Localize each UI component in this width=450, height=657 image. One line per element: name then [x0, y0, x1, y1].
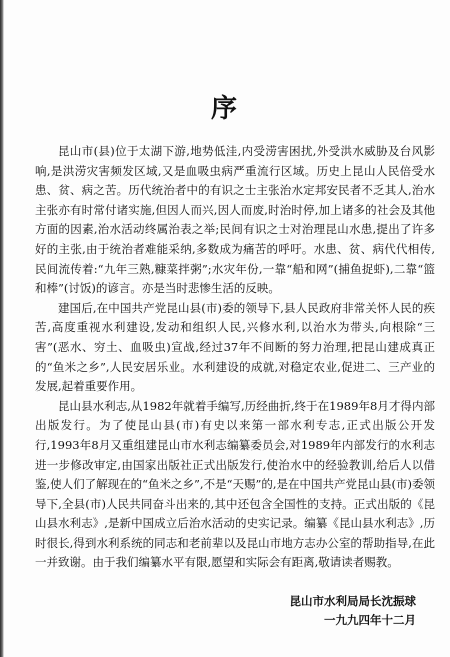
signature-block	[290, 592, 417, 630]
paragraph-2: 建国后,在中国共产党昆山县(市)委的领导下,县人民政府非常关怀人民的疾苦,高度重视水利建设,发动和组织人民,兴修水利,以治水为带头,向根除“三害”(恶水、穷土、血吸虫)宣战,经过37年不间断的努力治理,把昆山建成真正的“鱼米之乡”,人民安居乐业。水利建设的成就,对稳定农业,促进二、三产业的发展,起着重要作用。	[35, 300, 435, 394]
paragraph-3: 昆山县水利志,从1982年就着手编写,历经曲折,终于在1989年8月才得内部出版发行。为了使昆山县(市)有史以来第一部水利专志,正式出版公开发行,1993年8月又重组建昆山市水利志编纂委员会,对1989年内部发行的水利志进一步修改审定,由国家出版社正式出版发行,使治水中的经验教训,给后人以借鉴,使人们了解现在的“鱼米之乡”,不是“天赐”的,是在中国共产党昆山县(市)委领导下,全县(市)人民共同奋斗出来的,其中还包含全国性的支持。正式出版的《昆山县水利志》,是新中国成立后治水活动的史实记录。编纂《昆山县水利志》,历时很长,得到水利系统的同志和老前辈以及昆山市地方志办公室的帮助指导,在此一并致谢。由于我们编纂水平有限,愿望和实际会有距离,敬请读者赐教。	[35, 398, 435, 570]
signature-author: 昆山市水利局局长沈振球	[289, 594, 416, 608]
paragraph-1: 昆山市(县)位于太湖下游,地势低洼,内受涝害困扰,外受洪水威胁及台风影响,是洪涝灾害频发区域,又是血吸虫病严重流行区域。历史上昆山人民倍受水患、贫、病之苦。历代统治者中的有识之士主张治水定邦安民者不乏其人,治水主张亦有时常付诸实施,但因人而兴,因人而废,时治时停,加上诸多的社会及其他方面的因素,治水活动终属治表之举;民间有识之士对治理昆山水患,提出了许多好的主张,由于统治者难能采纳,多数成为痛苦的呼吁。水患、贫、病代代相传,民间流传着:“九年三熟,糠菜拌粥”;水灾年份,一靠“船和网”(捕鱼捉虾),二靠“篮和棒”(讨饭)的谚言。亦是当时悲惨生活的反映。	[35, 144, 435, 296]
preface-body	[35, 142, 435, 573]
page-title: 序	[210, 94, 239, 124]
signature-date: 一九九四年十二月	[324, 613, 416, 627]
